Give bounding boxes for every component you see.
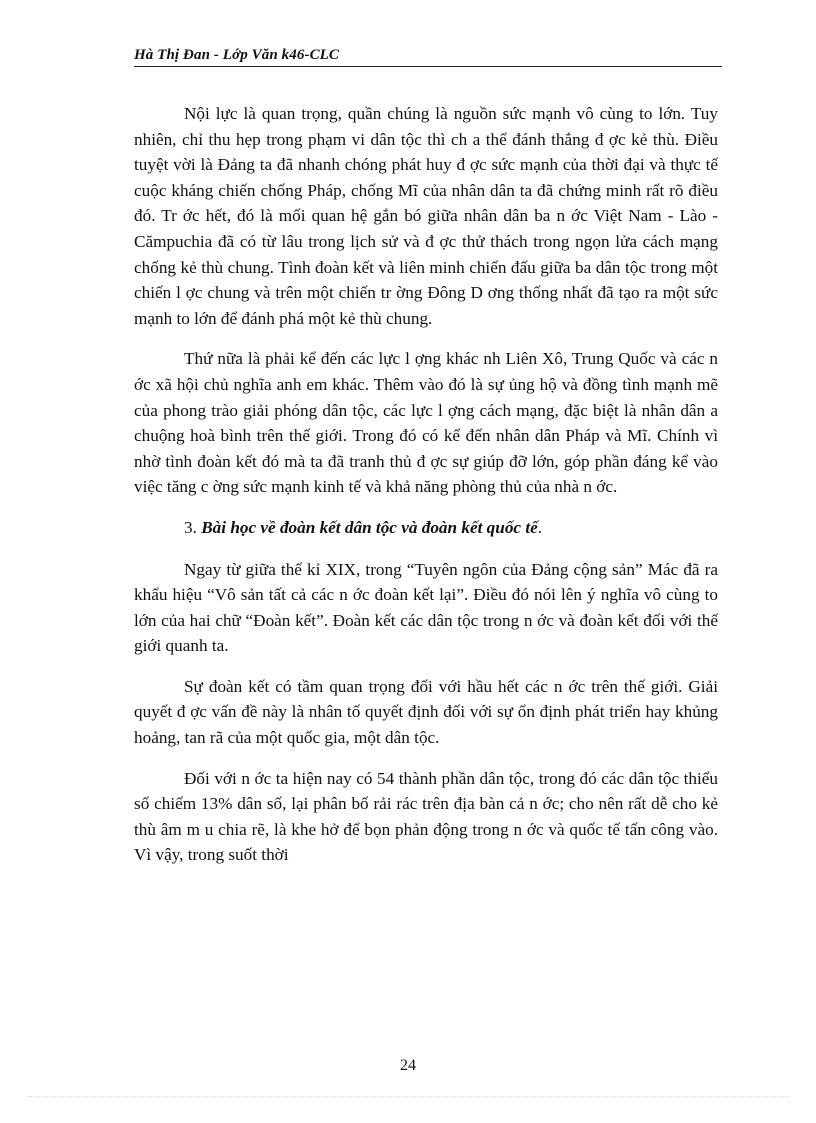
section-title: Bài học về đoàn kết dân tộc và đoàn kết quốc tế <box>201 517 538 537</box>
paragraph-internal-strength: Nội lực là quan trọng, quần chúng là nguồn sức mạnh vô cùng to lớn. Tuy nhiên, chỉ thu hẹp trong phạm vi dân tộc thì ch a thể đánh thắng đ ợc kẻ thù. Điều tuyệt vời là Đảng ta đã nhanh chóng phát huy đ ợc sức mạnh của thời đại và thực tế cuộc kháng chiến chống Pháp, chống Mĩ của nhân dân ta đã chứng minh rất rõ điều đó. Tr ớc hết, đó là mối quan hệ gắn bó giữa nhân dân ba n ớc Việt Nam - Lào - Cămpuchia đã có từ lâu trong lịch sử và đ ợc thử thách trong ngọn lửa cách mạng chống kẻ thù chung. Tình đoàn kết và liên minh chiến đấu giữa ba dân tộc trong một chiến l ợc chung và trên một chiến tr ờng Đông D ơng thống nhất đã tạo ra một sức mạnh to lớn để đánh phá một kẻ thù chung. <box>134 104 718 328</box>
document-body <box>134 101 718 883</box>
page-number: 24 <box>400 1057 416 1074</box>
paragraph-ethnic-groups: Đối với n ớc ta hiện nay có 54 thành phần dân tộc, trong đó các dân tộc thiểu số chiếm 13% dân số, lại phân bố rải rác trên địa bàn cả n ớc; cho nên rất dễ cho kẻ thù âm m u chia rẽ, là khe hở để bọn phản động trong n ớc và quốc tế tấn công vào. Vì vậy, trong suốt thời <box>134 768 718 865</box>
header-title: Hà Thị Đan - Lớp Văn k46-CLC <box>134 47 340 63</box>
paragraph-international-support: Thứ nữa là phải kể đến các lực l ợng khác nh Liên Xô, Trung Quốc và các n ớc xã hội chủ nghĩa anh em khác. Thêm vào đó là sự ủng hộ và đồng tình mạnh mẽ của phong trào giải phóng dân tộc, các lực l ợng cách mạng, đặc biệt là nhân dân a chuộng hoà bình trên thế giới. Trong đó có kể đến nhân dân Pháp và Mĩ. Chính vì nhờ tình đoàn kết đó mà ta đã tranh thủ đ ợc sự giúp đỡ lớn, góp phần đáng kể vào việc tăng c ờng sức mạnh kinh tế và khả năng phòng thủ của nhà n ớc. <box>134 349 718 497</box>
paragraph-marx-slogan: Ngay từ giữa thế kỉ XIX, trong “Tuyên ngôn của Đảng cộng sản” Mác đã ra khẩu hiệu “Vô sản tất cả các n ớc đoàn kết lại”. Điều đó nói lên ý nghĩa vô cùng to lớn của hai chữ “Đoàn kết”. Đoàn kết các dân tộc trong n ớc và đoàn kết đối với thế giới quanh ta. <box>134 559 718 656</box>
section-number: 3. <box>184 517 197 537</box>
section-title-punct: . <box>537 517 543 537</box>
page-bottom-divider <box>28 1096 788 1097</box>
section-heading <box>134 515 718 541</box>
page-header <box>134 46 722 67</box>
paragraph-importance-of-unity: Sự đoàn kết có tầm quan trọng đối với hầu hết các n ớc trên thế giới. Giải quyết đ ợc vấn đề này là nhân tố quyết định đối với sự ổn định phát triển hay khủng hoảng, tan rã của một quốc gia, một dân tộc. <box>134 676 718 748</box>
